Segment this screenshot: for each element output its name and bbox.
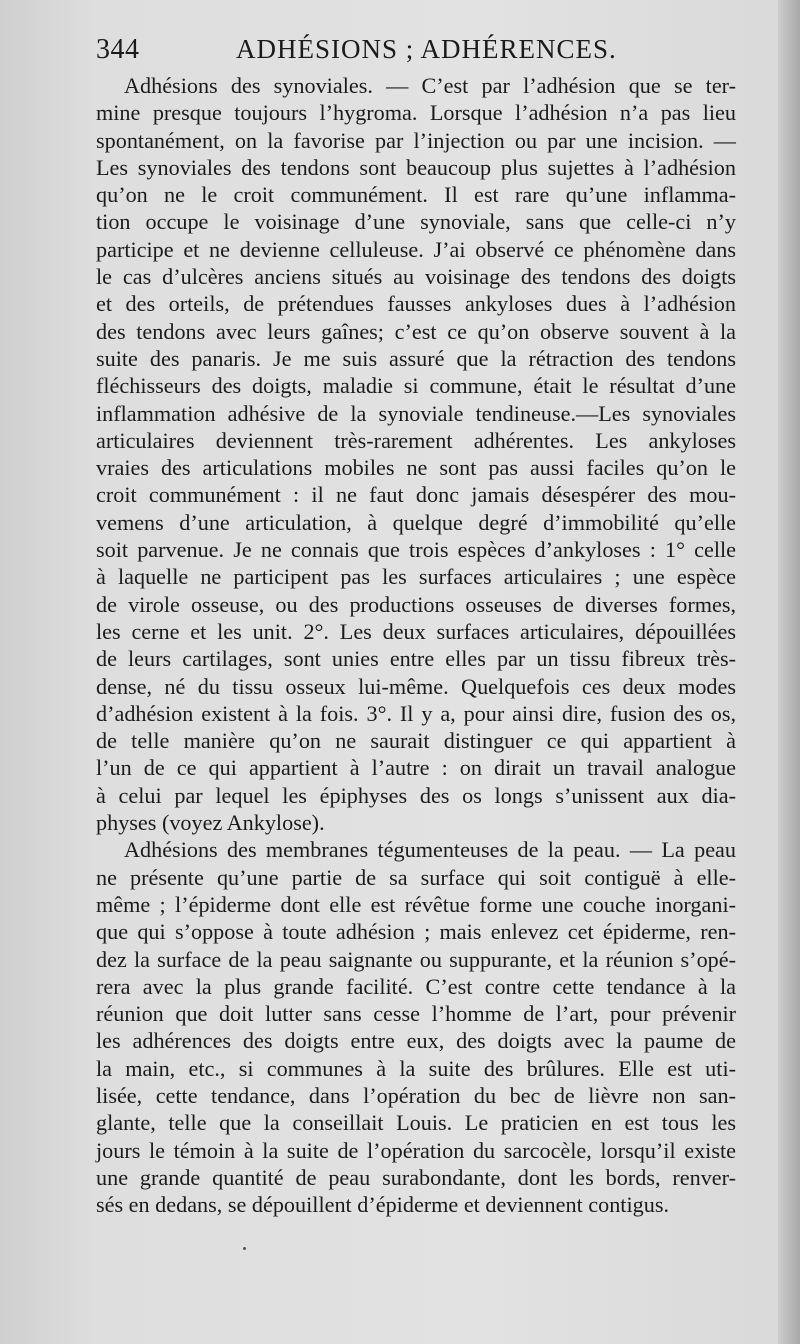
page-number: 344 <box>96 34 140 65</box>
text-line: la main, etc., si communes à la suite des brûlures. Elle est uti- <box>96 1055 736 1081</box>
text-line: sés en dedans, se dépouillent d’épiderme et deviennent contigus. <box>96 1192 670 1218</box>
text-line: même ; l’épiderme dont elle est révêtue forme une couche inorgani- <box>96 891 736 917</box>
text-line: suite des panaris. Je me suis assuré que la rétraction des tendons <box>96 345 736 371</box>
text-line: à laquelle ne participent pas les surfaces articulaires ; une espèce <box>96 564 736 590</box>
text-line: ne présente qu’une partie de sa surface qui soit contiguë à elle- <box>96 864 736 890</box>
text-line: des tendons avec leurs gaînes; c’est ce qu’on observe souvent à la <box>96 318 736 344</box>
text-line: les adhérences des doigts entre eux, des doigts avec la paume de <box>96 1028 736 1054</box>
running-title: ADHÉSIONS ; ADHÉRENCES. <box>236 34 617 64</box>
text-line: qu’on ne le croit communément. Il est rare qu’une inflamma- <box>96 182 736 208</box>
text-line: rera avec la plus grande facilité. C’est contre cette tendance à la <box>96 973 736 999</box>
text-line: spontanément, on la favorise par l’injection ou par une incision. — <box>96 127 736 153</box>
text-line: participe et ne devienne celluleuse. J’ai observé ce phénomène dans <box>96 236 736 262</box>
text-line: soit parvenue. Je ne connais que trois espèces d’ankyloses : 1° celle <box>96 537 736 563</box>
text-line: et des orteils, de prétendues fausses ankyloses dues à l’adhésion <box>96 291 736 317</box>
text-line: réunion que doit lutter sans cesse l’homme de l’art, pour prévenir <box>96 1001 736 1027</box>
text-line: fléchisseurs des doigts, maladie si commune, était le résultat d’une <box>96 373 736 399</box>
text-line: que qui s’oppose à toute adhésion ; mais enlevez cet épiderme, ren- <box>96 919 736 945</box>
text-line: mine presque toujours l’hygroma. Lorsque l’adhésion n’a pas lieu <box>96 100 736 126</box>
text-line: dense, né du tissu osseux lui-même. Quelquefois ces deux modes <box>96 673 736 699</box>
text-line: tion occupe le voisinage d’une synoviale, sans que celle-ci n’y <box>96 209 736 235</box>
text-line: de virole osseuse, ou des productions osseuses de diverses formes, <box>96 591 736 617</box>
text-line: Adhésions des membranes tégumenteuses de la peau. — La peau <box>124 837 736 863</box>
text-line: le cas d’ulcères anciens situés au voisinage des tendons des doigts <box>96 264 736 290</box>
text-line: de telle manière qu’on ne saurait distinguer ce qui appartient à <box>96 728 736 754</box>
text-line: vraies des articulations mobiles ne sont pas aussi faciles qu’on le <box>96 455 736 481</box>
text-line: inflammation adhésive de la synoviale tendineuse.—Les synoviales <box>96 400 736 426</box>
text-line: les cerne et les unit. 2°. Les deux surfaces articulaires, dépouillées <box>96 618 736 644</box>
text-line: Adhésions des synoviales. — C’est par l’adhésion que se ter- <box>124 73 736 98</box>
text-line: une grande quantité de peau surabondante, dont les bords, renver- <box>96 1164 736 1190</box>
text-line: articulaires deviennent très-rarement adhérentes. Les ankyloses <box>96 427 736 453</box>
text-line: physes (voyez Ankylose). <box>96 810 325 836</box>
text-line: lisée, cette tendance, dans l’opération du bec de lièvre non san- <box>96 1082 736 1108</box>
page-header <box>96 34 766 74</box>
ink-speck <box>243 1247 246 1250</box>
text-line: vemens d’une articulation, à quelque degré d’immobilité qu’elle <box>96 509 736 535</box>
text-line: dez la surface de la peau saignante ou suppurante, et la réunion s’opé- <box>96 946 736 972</box>
body-text <box>96 72 736 1218</box>
text-line: de leurs cartilages, sont unies entre elles par un tissu fibreux très- <box>96 646 736 672</box>
text-line: Les synoviales des tendons sont beaucoup plus sujettes à l’adhésion <box>96 154 736 180</box>
text-line: glante, telle que la conseillait Louis. Le praticien en est tous les <box>96 1110 736 1136</box>
text-line: croit communément : il ne faut donc jamais désespérer des mou- <box>96 482 736 508</box>
text-line: jours le témoin à la suite de l’opération du sarcocèle, lorsqu’il existe <box>96 1137 736 1163</box>
text-line: d’adhésion existent à la fois. 3°. Il y a, pour ainsi dire, fusion des os, <box>96 700 736 726</box>
page-gutter-shadow <box>778 0 800 1344</box>
text-line: l’un de ce qui appartient à l’autre : on dirait un travail analogue <box>96 755 736 781</box>
text-line: à celui par lequel les épiphyses des os longs s’unissent aux dia- <box>96 782 736 808</box>
